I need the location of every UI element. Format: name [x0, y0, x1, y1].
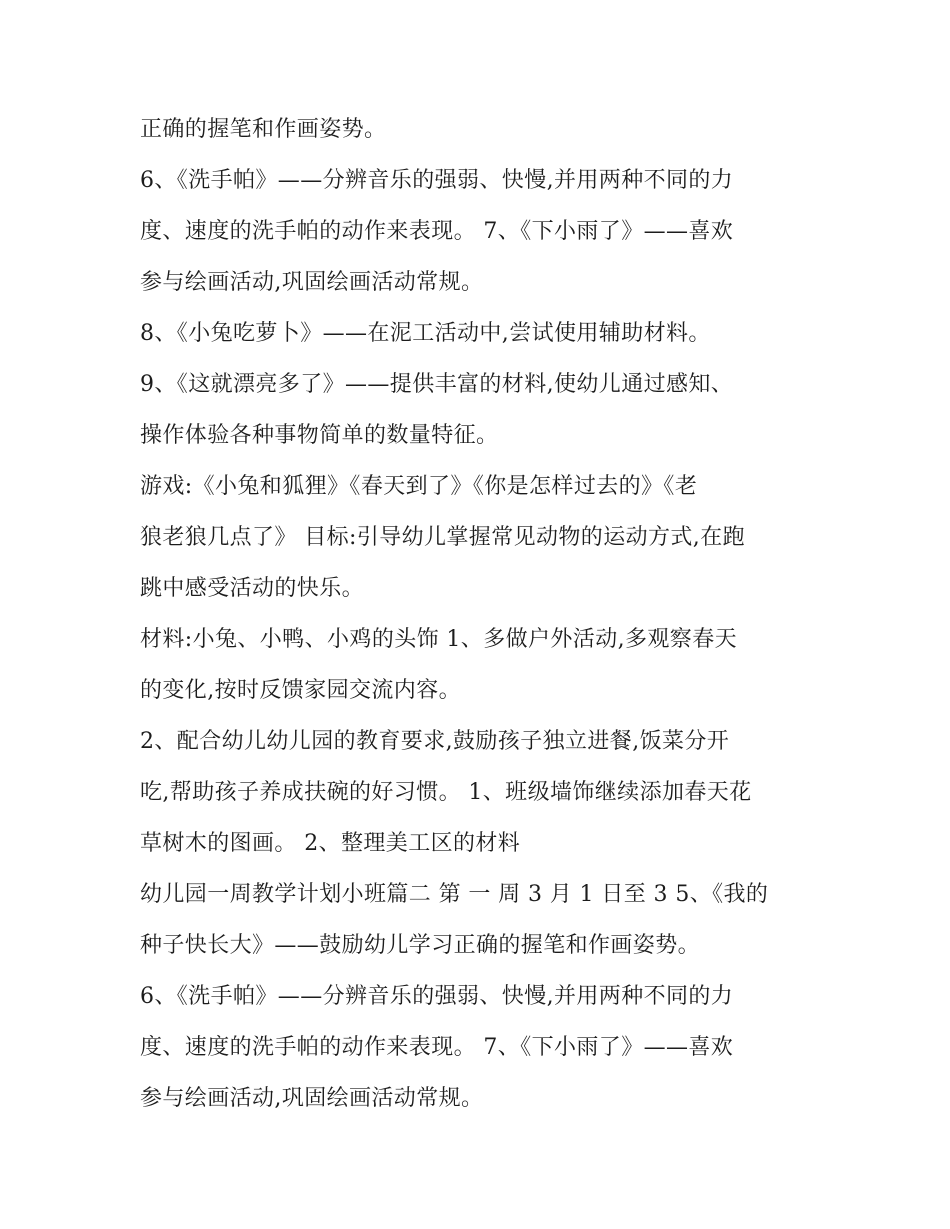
text-line: 草树木的图画。 2、整理美工区的材料	[140, 831, 521, 856]
text-line: 9、《这就漂亮多了》——提供丰富的材料,使幼儿通过感知、	[140, 372, 734, 397]
text-line: 种子快长大》——鼓励幼儿学习正确的握笔和作画姿势。	[140, 933, 701, 958]
text-line: 吃,帮助孩子养成扶碗的好习惯。 1、班级墙饰继续添加春天花	[140, 780, 752, 805]
document-body	[140, 104, 820, 1124]
text-line: 参与绘画活动,巩固绘画活动常规。	[140, 1086, 484, 1111]
text-line: 6、《洗手帕》——分辨音乐的强弱、快慢,并用两种不同的力	[140, 168, 734, 193]
text-line: 2、配合幼儿幼儿园的教育要求,鼓励孩子独立进餐,饭菜分开	[140, 729, 730, 754]
text-line: 参与绘画活动,巩固绘画活动常规。	[140, 270, 484, 295]
text-line: 操作体验各种事物简单的数量特征。	[140, 423, 499, 448]
text-line: 的变化,按时反馈家园交流内容。	[140, 678, 461, 703]
text-line: 幼儿园一周教学计划小班篇二 第 一 周 3 月 1 日至 3 5、《我的	[140, 882, 769, 907]
text-line: 跳中感受活动的快乐。	[140, 576, 365, 601]
text-line: 8、《小兔吃萝卜》——在泥工活动中,尝试使用辅助材料。	[140, 321, 711, 346]
text-line: 材料:小兔、小鸭、小鸡的头饰 1、多做户外活动,多观察春天	[140, 627, 737, 652]
text-line: 狼老狼几点了》 目标:引导幼儿掌握常见动物的运动方式,在跑	[140, 525, 746, 550]
text-line: 正确的握笔和作画姿势。	[140, 117, 387, 142]
text-line: 度、速度的洗手帕的动作来表现。 7、《下小雨了》——喜欢	[140, 1035, 734, 1060]
text-line: 度、速度的洗手帕的动作来表现。 7、《下小雨了》——喜欢	[140, 219, 734, 244]
text-line: 6、《洗手帕》——分辨音乐的强弱、快慢,并用两种不同的力	[140, 984, 734, 1009]
text-line: 游戏:《小兔和狐狸》《春天到了》《你是怎样过去的》《老	[140, 474, 698, 499]
